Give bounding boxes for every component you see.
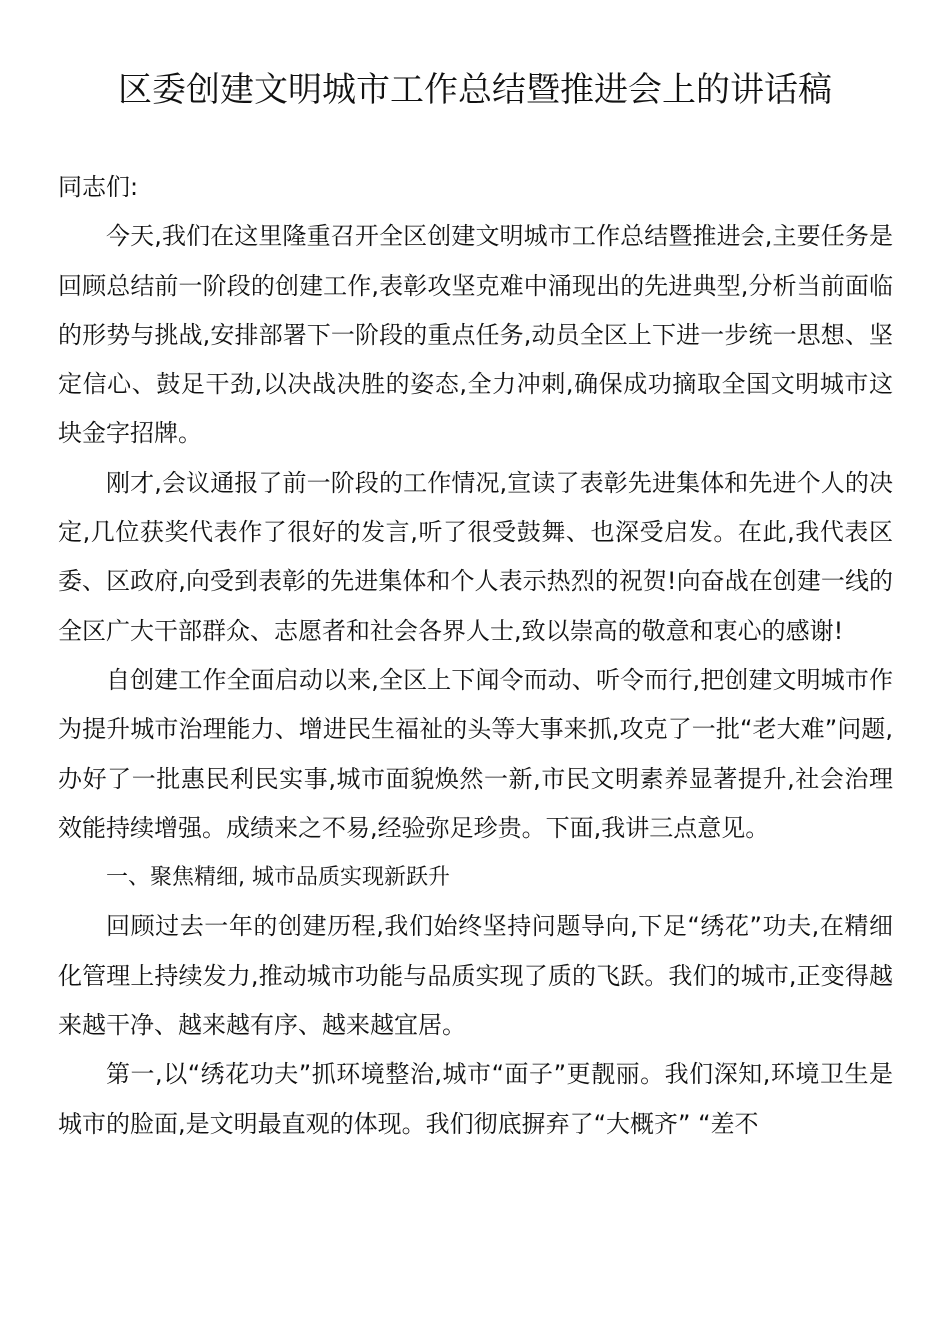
document-body <box>58 163 893 1149</box>
paragraph-review: 回顾过去一年的创建历程,我们始终坚持问题导向,下足“绣花”功夫,在精细化管理上持续发力,推动城市功能与品质实现了质的飞跃。我们的城市,正变得越来越干净、越来越有序、越来越宜居。 <box>58 912 893 1040</box>
document-title: 区委创建文明城市工作总结暨推进会上的讲话稿 <box>118 70 832 110</box>
paragraph-first-point: 第一,以“绣花功夫”抓环境整治,城市“面子”更靓丽。我们深知,环境卫生是城市的脸面,是文明最直观的体现。我们彻底摒弃了“大概齐” “差不 <box>58 1060 893 1138</box>
section-heading-1: 一、聚焦精细, 城市品质实现新跃升 <box>106 865 450 891</box>
paragraph-congratulations: 刚才,会议通报了前一阶段的工作情况,宣读了表彰先进集体和先进个人的决定,几位获奖代表作了很好的发言,听了很受鼓舞、也深受启发。在此,我代表区委、区政府,向受到表彰的先进集体和个人表示热烈的祝贺!向奋战在创建一线的全区广大干部群众、志愿者和社会各界人士,致以崇高的敬意和衷心的感谢! <box>58 468 893 645</box>
salutation: 同志们: <box>58 173 139 201</box>
paragraph-opening: 今天,我们在这里隆重召开全区创建文明城市工作总结暨推进会,主要任务是回顾总结前一阶段的创建工作,表彰攻坚克难中涌现出的先进典型,分析当前面临的形势与挑战,安排部署下一阶段的重点任务,动员全区上下进一步统一思想、坚定信心、鼓足干劲,以决战决胜的姿态,全力冲刺,确保成功摘取全国文明城市这块金字招牌。 <box>58 222 893 448</box>
paragraph-achievements: 自创建工作全面启动以来,全区上下闻令而动、听令而行,把创建文明城市作为提升城市治理能力、增进民生福祉的头等大事来抓,攻克了一批“老大难”问题,办好了一批惠民利民实事,城市面貌焕然一新,市民文明素养显著提升,社会治理效能持续增强。成绩来之不易,经验弥足珍贵。下面,我讲三点意见。 <box>58 665 893 842</box>
